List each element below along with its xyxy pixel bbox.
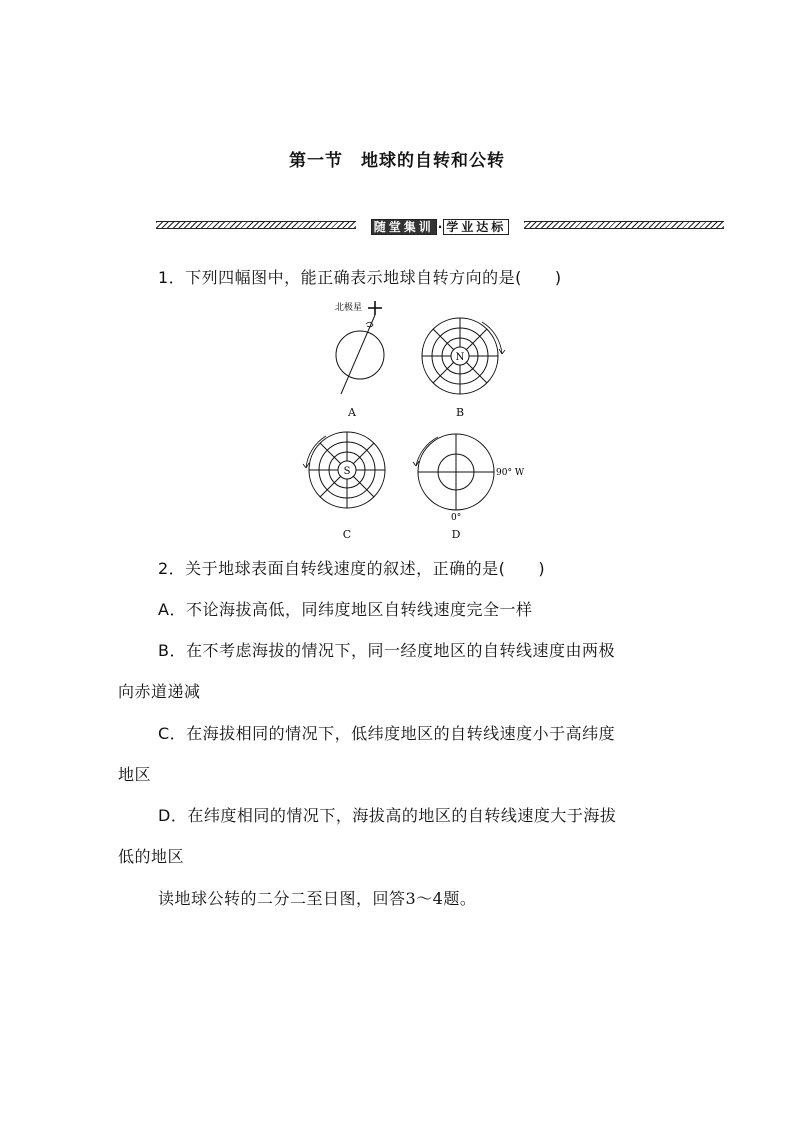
polaris-label: 北极星 [335, 303, 363, 313]
question-2-stem: 2．关于地球表面自转线速度的叙述，正确的是( ) [158, 559, 546, 578]
figure-d-caption: D [451, 528, 461, 541]
banner-rule-left [156, 221, 356, 229]
page-title: 第一节 地球的自转和公转 [289, 151, 505, 171]
option-b-line1: B．在不考虑海拔的情况下，同一经度地区的自转线速度由两极 [158, 641, 615, 660]
figure-a-caption: A [348, 406, 356, 419]
figure-d [412, 430, 532, 524]
question-1-stem: 1．下列四幅图中，能正确表示地球自转方向的是( ) [158, 268, 562, 287]
north-pole-label: N [455, 352, 465, 363]
polaris-star-icon [368, 301, 382, 315]
banner-rule-right [524, 221, 724, 229]
option-d-line2: 低的地区 [118, 847, 185, 866]
earth-circle [336, 331, 384, 379]
figure-c-caption: C [342, 528, 352, 541]
option-c-line2: 地区 [118, 765, 152, 784]
longitude-90w-label: 90° W [496, 468, 525, 478]
banner-separator: · [437, 220, 443, 234]
figure-b-caption: B [455, 406, 465, 419]
questions-3-4-intro: 读地球公转的二分二至日图，回答3～4题。 [158, 889, 477, 908]
figure-c [298, 430, 398, 510]
option-a: A．不论海拔高低，同纬度地区自转线速度完全一样 [158, 600, 533, 619]
south-pole-label: S [343, 466, 351, 477]
option-c-line1: C．在海拔相同的情况下，低纬度地区的自转线速度小于高纬度 [158, 724, 616, 743]
option-d-line1: D．在纬度相同的情况下，海拔高的地区的自转线速度大于海拔 [158, 806, 617, 825]
figure-a [325, 298, 405, 398]
banner-part1: 随堂集训 [371, 219, 437, 235]
banner-part2: 学业达标 [443, 219, 509, 235]
option-b-line2: 向赤道递减 [118, 682, 201, 701]
figure-b [418, 316, 518, 396]
section-banner [156, 218, 724, 236]
longitude-0-label: 0° [451, 513, 462, 523]
banner-label [358, 218, 522, 236]
